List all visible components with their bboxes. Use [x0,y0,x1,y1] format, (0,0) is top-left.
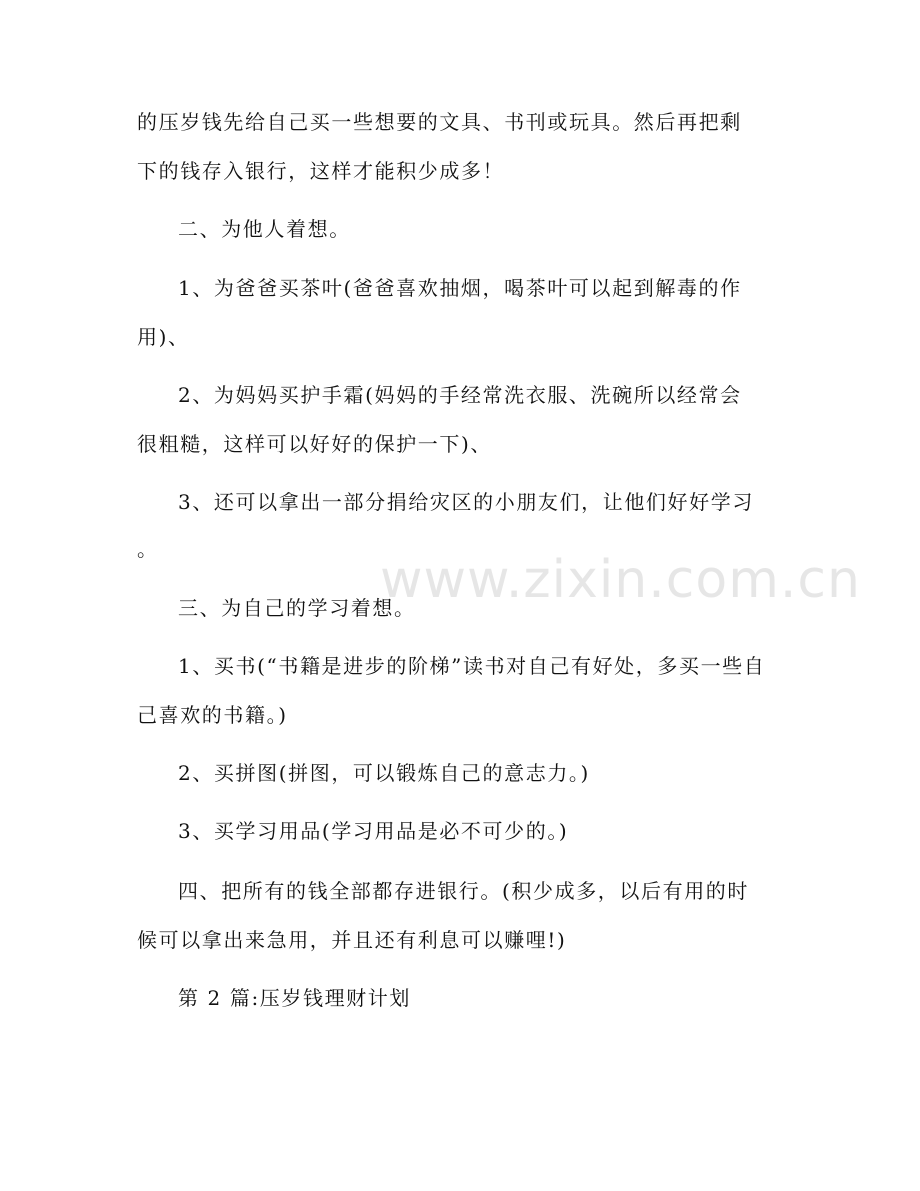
section-heading: 二、为他人着想。 [178,217,351,241]
paragraph-line: 候可以拿出来急用，并且还有利息可以赚哩!) [137,928,567,952]
list-item-line: 2、买拼图(拼图，可以锻炼自己的意志力。) [178,761,590,785]
list-item-line: 3、买学习用品(学习用品是必不可少的。) [178,819,569,843]
paragraph-line: 的压岁钱先给自己买一些想要的文具、书刊或玩具。然后再把剩 [137,110,742,134]
paragraph-line: 下的钱存入银行，这样才能积少成多！ [137,159,505,183]
list-item-line: 用)、 [137,325,190,349]
section-heading: 三、为自己的学习着想。 [178,596,416,620]
section-heading: 四、把所有的钱全部都存进银行。(积少成多，以后有用的时 [178,879,750,903]
chapter-title: 第 2 篇:压岁钱理财计划 [178,986,411,1010]
list-item-line: 1、为爸爸买茶叶(爸爸喜欢抽烟，喝茶叶可以起到解毒的作 [178,276,742,300]
list-item-line: 1、买书(“书籍是进步的阶梯”读书对自己有好处，多买一些自 [178,654,766,678]
list-item-line: 。 [137,537,159,561]
list-item-line: 己喜欢的书籍。) [137,703,288,727]
watermark-text: www.zixin.com.cn [380,550,861,610]
list-item-line: 很粗糙，这样可以好好的保护一下)、 [137,432,493,456]
list-item-line: 3、还可以拿出一部分捐给灾区的小朋友们，让他们好好学习 [178,490,754,514]
list-item-line: 2、为妈妈买护手霜(妈妈的手经常洗衣服、洗碗所以经常会 [178,383,742,407]
